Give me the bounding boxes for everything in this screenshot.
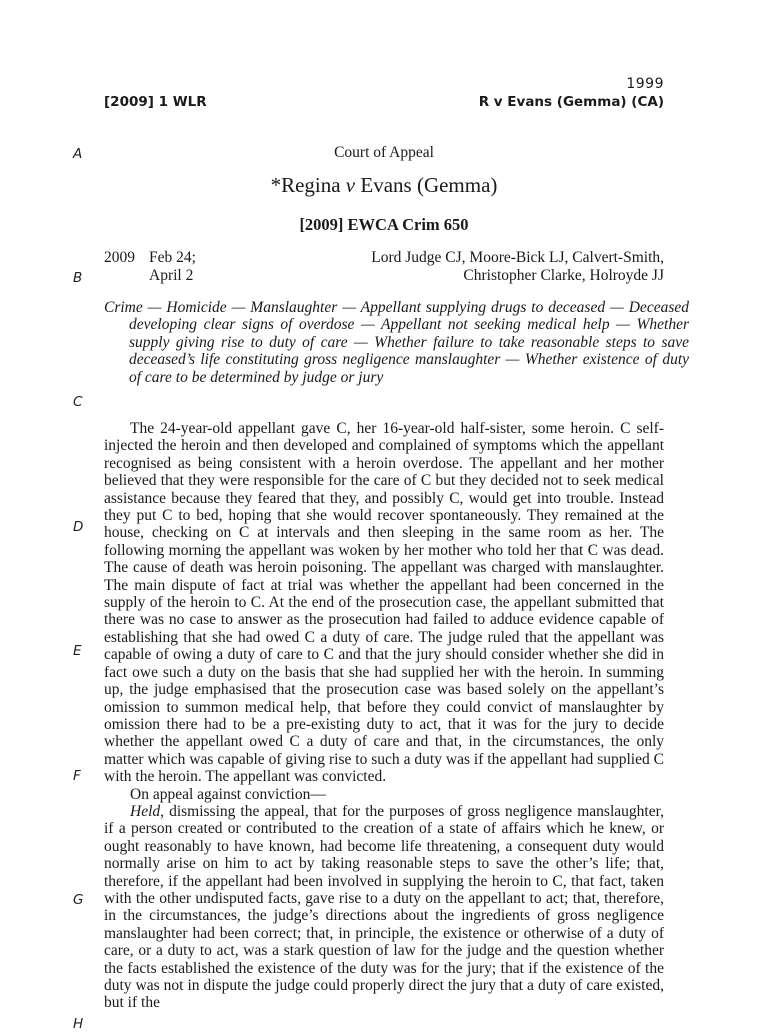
margin-letter-a: A	[73, 146, 83, 162]
case-title-suffix: Evans (Gemma)	[355, 173, 498, 197]
margin-letter-f: F	[73, 768, 81, 784]
held-label: Held	[130, 802, 161, 820]
court-name: Court of Appeal	[334, 144, 434, 161]
judges	[371, 249, 664, 284]
margin-letter-d: D	[73, 519, 84, 535]
margin-letter-b: B	[73, 270, 83, 286]
catchwords: Crime — Homicide — Manslaughter — Appellant supplying drugs to deceased — Deceased developing clear signs of overdose — Appellant not seeking medical help — Whether supply giving rise to duty of care — Whether failure to take reasonable steps to save deceased’s life constituting gross negligence manslaughter — Whether existence of duty of care to be determined by judge or jury	[104, 299, 689, 386]
report-reference: [2009] 1 WLR	[104, 94, 207, 110]
page-number: 1999	[626, 76, 664, 92]
case-title-prefix: *Regina	[270, 173, 346, 197]
case-title	[0, 173, 768, 198]
margin-letter-h: H	[73, 1016, 84, 1032]
headnote-on-appeal: On appeal against conviction—	[130, 785, 326, 803]
hearing-date-2: April 2	[149, 266, 194, 284]
judges-line-2: Christopher Clarke, Holroyde JJ	[463, 266, 664, 284]
running-title: R v Evans (Gemma) (CA)	[478, 94, 664, 110]
judges-line-1: Lord Judge CJ, Moore-Bick LJ, Calvert-Smith,	[371, 249, 664, 266]
hearing-date-1: Feb 24;	[149, 249, 196, 266]
margin-letter-c: C	[73, 394, 83, 410]
hearing-date-line-1	[104, 249, 196, 267]
hearing-dates	[104, 249, 196, 284]
headnote	[104, 420, 664, 1012]
neutral-citation: [2009] EWCA Crim 650	[299, 215, 469, 234]
margin-letter-g: G	[73, 892, 84, 908]
hearing-year: 2009	[104, 249, 135, 266]
margin-letter-e: E	[73, 643, 82, 659]
headnote-facts: The 24-year-old appellant gave C, her 16-year-old half-sister, some heroin. C self-injected the heroin and then developed and complained of symptoms which the appellant recognised as being consistent with a heroin overdose. The appellant and her mother believed that they were responsible for the care of C but they decided not to seek medical assistance because they feared that they, and possibly C, would get into trouble. Instead they put C to bed, hoping that she would recover spontaneously. They remained at the house, checking on C at intervals and then sleeping in the same room as her. The following morning the appellant was woken by her mother who told her that C was dead. The cause of death was heroin poisoning. The appellant was charged with manslaughter. The main dispute of fact at trial was whether the appellant had been concerned in the supply of the heroin to C. At the end of the prosecution case, the appellant submitted that there was no case to answer as the prosecution had failed to adduce evidence capable of establishing that she had owed C a duty of care. The judge ruled that the appellant was capable of owing a duty of care to C and that the jury should consider whether she did in fact owe such a duty on the basis that she had supplied her with the heroin. In summing up, the judge emphasised that the prosecution case was based solely on the appellant’s omission to summon medical help, that before they could convict of manslaughter by omission there had to be a pre-existing duty to act, that it was for the jury to decide whether the appellant owed C a duty of care and that, in the circumstances, the only matter which was capable of giving rise to such a duty was if the appellant had supplied C with the heroin. The appellant was convicted.	[104, 420, 664, 786]
case-title-versus: v	[345, 173, 356, 197]
held-text: , dismissing the appeal, that for the purposes of gross negligence manslaughter, if a person created or contributed to the creation of a state of affairs which he knew, or ought reasonably to have known, had become life threatening, a consequent duty would normally arise on him to act by taking reasonable steps to save the other’s life; that, therefore, if the appellant had been involved in supplying the heroin to C, that fact, taken with the other undisputed facts, gave rise to a duty on the appellant to act; that, therefore, in the circumstances, the judge’s directions about the ingredients of gross negligence manslaughter had been correct; that, in principle, the existence or otherwise of a duty of care, or a duty to act, was a stark question of law for the judge and the question whether the facts established the existence of the duty was for the jury; that if the existence of the duty was not in dispute the judge could properly direct the jury that a duty of care existed, but if the	[104, 802, 664, 1012]
headnote-held	[104, 803, 664, 1012]
